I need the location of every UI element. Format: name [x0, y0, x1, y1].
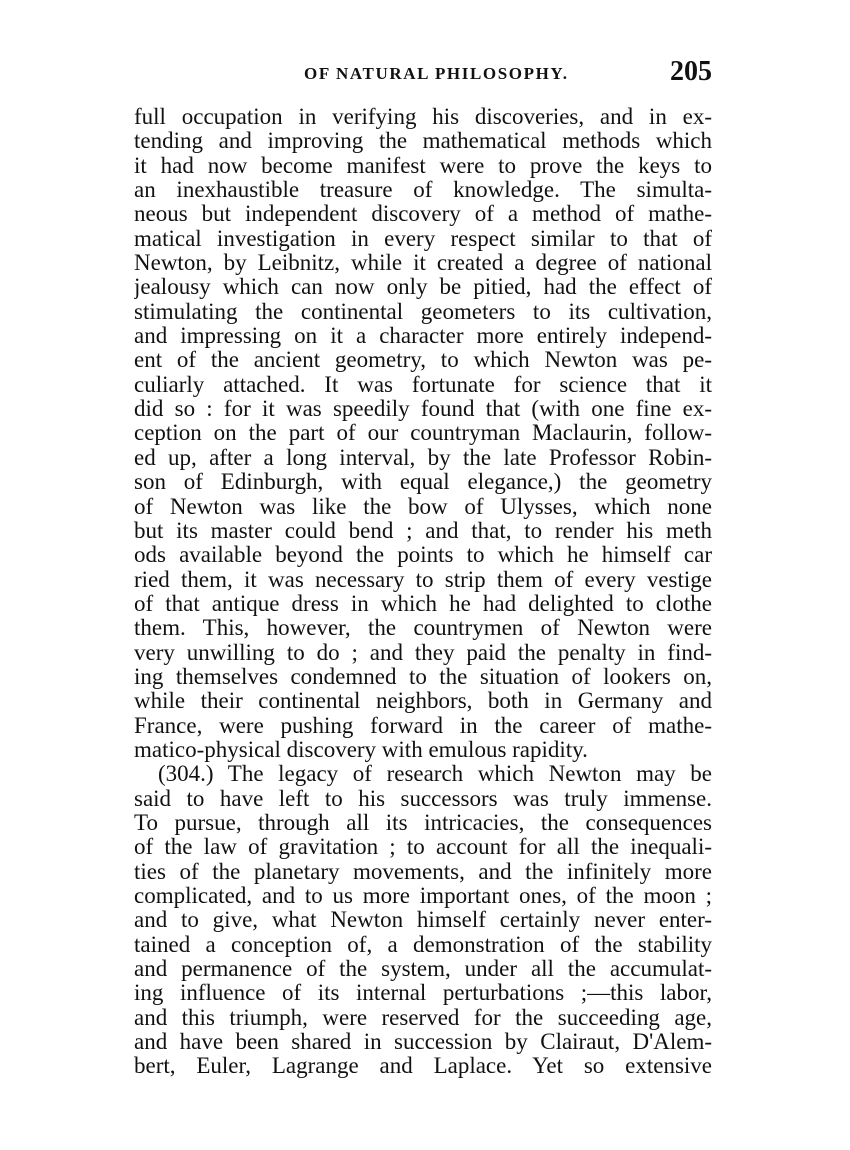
- text-line: Newton, by Leibnitz, while it created a degree of national: [134, 251, 712, 276]
- text-line: it had now become manifest were to prove the keys to: [134, 153, 712, 178]
- running-head: [134, 56, 712, 96]
- text-line: culiarly attached. It was fortunate for science that it: [134, 372, 712, 397]
- text-line: of the law of gravitation ; to account for all the inequali-: [134, 835, 712, 860]
- text-line: and to give, what Newton himself certainly never enter-: [134, 908, 712, 933]
- text-line: matico-physical discovery with emulous rapidity.: [134, 737, 588, 762]
- text-line: ried them, it was necessary to strip them of every vestige: [134, 567, 712, 592]
- text-line: matical investigation in every respect similar to that of: [134, 226, 712, 251]
- text-line: of that antique dress in which he had delighted to clothe: [134, 591, 712, 616]
- text-line: and have been shared in succession by Clairaut, D'Alem-: [134, 1030, 712, 1055]
- text-line: ception on the part of our countryman Maclaurin, follow-: [134, 421, 712, 446]
- text-line: (304.) The legacy of research which Newton may be: [158, 762, 712, 787]
- text-line: them. This, however, the countrymen of Newton were: [134, 616, 712, 641]
- text-line: tained a conception of, a demonstration of the stability: [134, 932, 712, 957]
- page-number: 205: [670, 56, 712, 87]
- paragraph: [134, 762, 712, 1078]
- text-line: To pursue, through all its intricacies, the consequences: [134, 810, 712, 835]
- text-line: complicated, and to us more important ones, of the moon ;: [134, 884, 712, 908]
- paragraph: [134, 105, 712, 762]
- text-line: an inexhaustible treasure of knowledge. The simulta-: [134, 178, 712, 203]
- text-line: neous but independent discovery of a method of mathe-: [134, 202, 712, 227]
- text-line: of Newton was like the bow of Ulysses, which none: [134, 494, 712, 519]
- body-text: [134, 105, 712, 1079]
- running-title: OF NATURAL PHILOSOPHY.: [304, 64, 569, 83]
- text-line: son of Edinburgh, with equal elegance,) the geometry: [134, 470, 712, 495]
- text-line: ties of the planetary movements, and the infinitely more: [134, 859, 712, 884]
- text-line: but its master could bend ; and that, to render his meth: [134, 518, 712, 543]
- text-line: tending and improving the mathematical methods which: [134, 129, 712, 154]
- text-line: and permanence of the system, under all the accumulat-: [134, 957, 712, 982]
- text-line: full occupation in verifying his discoveries, and in ex-: [134, 105, 712, 129]
- text-line: and impressing on it a character more entirely independ-: [134, 324, 712, 349]
- text-line: ods available beyond the points to which he himself car: [134, 543, 712, 568]
- text-line: ing themselves condemned to the situation of lookers on,: [134, 664, 712, 689]
- text-line: said to have left to his successors was truly immense.: [134, 786, 712, 811]
- text-line: stimulating the continental geometers to its cultivation,: [134, 299, 712, 324]
- text-line: France, were pushing forward in the career of mathe-: [134, 713, 712, 738]
- text-line: ing influence of its internal perturbations ;—this labor,: [134, 981, 712, 1006]
- text-line: ent of the ancient geometry, to which Newton was pe-: [134, 348, 712, 373]
- text-line: very unwilling to do ; and they paid the penalty in find-: [134, 640, 712, 665]
- text-line: ed up, after a long interval, by the late Professor Robin-: [134, 445, 712, 470]
- text-line: jealousy which can now only be pitied, had the effect of: [134, 275, 712, 300]
- text-line: did so : for it was speedily found that (with one fine ex-: [134, 397, 712, 422]
- text-line: bert, Euler, Lagrange and Laplace. Yet so extensive: [134, 1054, 712, 1079]
- text-line: while their continental neighbors, both in Germany and: [134, 689, 712, 714]
- text-line: and this triumph, were reserved for the succeeding age,: [134, 1005, 712, 1030]
